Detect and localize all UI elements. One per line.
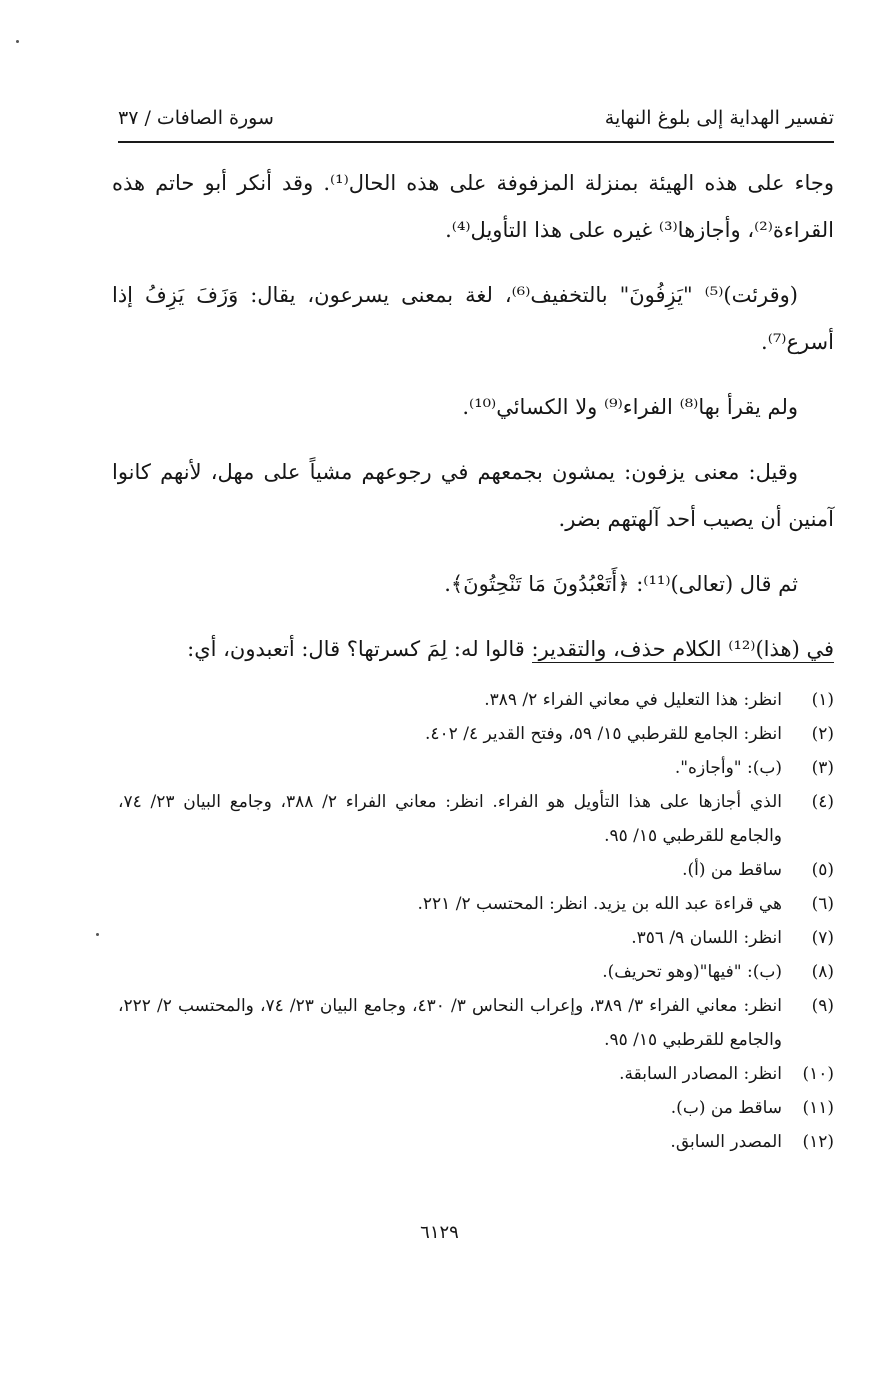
footnote: [118, 921, 834, 955]
footnote: [118, 717, 834, 751]
scan-speck: [96, 933, 99, 936]
footnote: [118, 853, 834, 887]
paragraph-4: وقيل: معنى يزفون: يمشون بجمعهم في رجوعهم مشياً على مهل، لأنهم كانوا آمنين أن يصيب أحد آلهتهم بضر.: [112, 460, 834, 531]
paragraph-2: (وقرئت)⁽⁵⁾ "يَزِفُونَ" بالتخفيف⁽⁶⁾، لغة بمعنى يسرعون، يقال: وَزَفَ يَزِفُ إذا أسرع⁽⁷⁾.: [112, 283, 834, 354]
footnote-text: انظر: اللسان ٩/ ٣٥٦.: [631, 928, 782, 948]
footnote-text: انظر: معاني الفراء ٣/ ٣٨٩، وإعراب النحاس ٣/ ٤٣٠، وجامع البيان ٢٣/ ٧٤، والمحتسب ٢/ ٢٢٢، والجامع للقرطبي ١٥/ ٩٥.: [118, 996, 782, 1050]
surah-page-label: سورة الصافات / ٣٧: [118, 107, 274, 129]
footnote-number: (٩): [811, 996, 834, 1016]
scan-speck: [16, 40, 19, 43]
footnote-number: (٥): [811, 860, 834, 880]
footnote: [118, 785, 834, 853]
footnote-text: هي قراءة عبد الله بن يزيد. انظر: المحتسب ٢/ ٢٢١.: [417, 894, 782, 914]
paragraph-1: وجاء على هذه الهيئة بمنزلة المزفوفة على هذه الحال⁽¹⁾. وقد أنكر أبو حاتم هذه القراءة⁽²⁾، وأجازها⁽³⁾ غيره على هذا التأويل⁽⁴⁾.: [112, 171, 834, 242]
page-number: ٦١٢٩: [420, 1222, 459, 1243]
paragraph-6: في (هذا)⁽¹²⁾ الكلام حذف، والتقدير: قالوا له: لِمَ كسرتها؟ قال: أتعبدون، أي:: [187, 637, 834, 661]
paragraph-5: ثم قال (تعالى)⁽¹¹⁾: ﴿أَتَعْبُدُونَ مَا تَنْحِتُونَ﴾.: [444, 572, 798, 596]
footnote: [118, 1057, 834, 1091]
footnote: [118, 887, 834, 921]
book-title: تفسير الهداية إلى بلوغ النهاية: [604, 107, 834, 129]
footnote: [118, 1125, 834, 1159]
footnote: [118, 989, 834, 1057]
paragraph-3: ولم يقرأ بها⁽⁸⁾ الفراء⁽⁹⁾ ولا الكسائي⁽¹⁰⁾.: [462, 395, 798, 419]
footnotes: [118, 683, 834, 1159]
footnote-separator: [532, 662, 834, 663]
running-header: [118, 100, 834, 136]
footnote-text: انظر: المصادر السابقة.: [619, 1064, 782, 1084]
footnote-number: (١): [811, 690, 834, 710]
footnote: [118, 955, 834, 989]
footnote-number: (٦): [811, 894, 834, 914]
footnote-number: (٤): [811, 792, 834, 812]
footnote-text: ساقط من (أ).: [682, 860, 782, 880]
footnote: [118, 1091, 834, 1125]
footnote-number: (٣): [811, 758, 834, 778]
footnote-number: (٢): [811, 724, 834, 744]
footnote: [118, 683, 834, 717]
footnote-text: (ب): "فيها"(وهو تحريف).: [602, 962, 782, 982]
footnote-number: (٧): [811, 928, 834, 948]
footnote-number: (١٠): [802, 1064, 834, 1084]
footnote-number: (١٢): [802, 1132, 834, 1152]
footnote-text: انظر: هذا التعليل في معاني الفراء ٢/ ٣٨٩.: [484, 690, 782, 710]
footnote-text: المصدر السابق.: [670, 1132, 782, 1152]
main-text: [112, 160, 834, 691]
footnote: [118, 751, 834, 785]
footnote-number: (١١): [802, 1098, 834, 1118]
footnote-number: (٨): [811, 962, 834, 982]
footnote-text: (ب): "وأجازه".: [674, 758, 782, 778]
footnote-text: ساقط من (ب).: [670, 1098, 782, 1118]
footnote-text: انظر: الجامع للقرطبي ١٥/ ٥٩، وفتح القدير ٤/ ٤٠٢.: [425, 724, 782, 744]
header-rule: [118, 141, 834, 143]
footnote-text: الذي أجازها على هذا التأويل هو الفراء. انظر: معاني الفراء ٢/ ٣٨٨، وجامع البيان ٢٣/ ٧٤، والجامع للقرطبي ١٥/ ٩٥.: [118, 792, 782, 846]
